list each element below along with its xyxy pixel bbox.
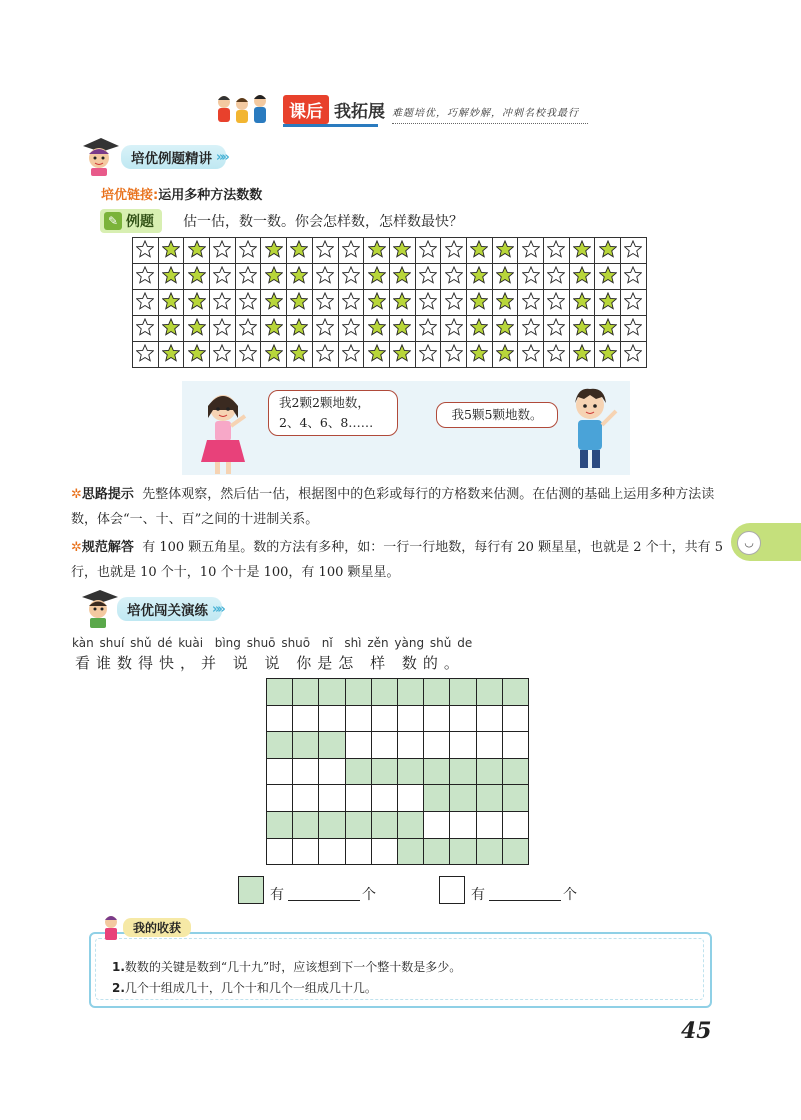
filled-star-icon bbox=[261, 264, 287, 290]
filled-star-icon bbox=[389, 264, 415, 290]
white-square bbox=[267, 705, 293, 732]
hint-paragraph bbox=[71, 482, 735, 532]
filled-star-icon bbox=[466, 264, 492, 290]
filled-star-icon bbox=[287, 264, 313, 290]
green-square bbox=[345, 679, 371, 706]
hint-text: 先整体观察，然后估一估，根据图中的色彩或每行的方格数来估测。在估测的基础上运用多种方法读数，体会“一、十、百”之间的十进制关系。 bbox=[71, 487, 715, 527]
filled-star-icon bbox=[595, 238, 621, 264]
filled-star-icon bbox=[569, 264, 595, 290]
white-swatch bbox=[439, 876, 465, 904]
filled-star-icon bbox=[158, 238, 184, 264]
filled-star-icon bbox=[364, 264, 390, 290]
green-swatch bbox=[238, 876, 264, 904]
white-square bbox=[424, 732, 450, 759]
green-square bbox=[371, 758, 397, 785]
pencil-icon: ✎ bbox=[104, 212, 122, 230]
filled-star-icon bbox=[492, 238, 518, 264]
grid-row bbox=[267, 705, 529, 732]
harvest-item-num: 1. bbox=[112, 960, 125, 974]
white-square bbox=[319, 838, 345, 865]
white-square bbox=[293, 785, 319, 812]
empty-star-icon bbox=[210, 264, 236, 290]
white-square bbox=[345, 732, 371, 759]
link-label: 培优链接 bbox=[101, 188, 154, 203]
empty-star-icon bbox=[133, 342, 159, 368]
filled-star-icon bbox=[261, 290, 287, 316]
white-square bbox=[371, 838, 397, 865]
empty-star-icon bbox=[441, 342, 467, 368]
green-square bbox=[371, 679, 397, 706]
example-question: 估一估，数一数。你会怎样数，怎样数最快？ bbox=[183, 214, 463, 230]
filled-star-icon bbox=[184, 238, 210, 264]
empty-star-icon bbox=[415, 342, 441, 368]
harvest-item-text: 数数的关键是数到“几十九”时，应该想到下一个整十数是多少。 bbox=[124, 960, 462, 974]
white-square bbox=[424, 705, 450, 732]
empty-star-icon bbox=[544, 290, 570, 316]
boy-speech-bubble: 我5颗5颗地数。 bbox=[436, 402, 558, 428]
white-square bbox=[267, 838, 293, 865]
white-square bbox=[397, 785, 423, 812]
empty-star-icon bbox=[210, 342, 236, 368]
link-text: 运用多种方法数数 bbox=[158, 188, 263, 203]
green-square bbox=[502, 838, 528, 865]
green-square bbox=[397, 679, 423, 706]
empty-star-icon bbox=[441, 238, 467, 264]
filled-star-icon bbox=[595, 342, 621, 368]
filled-star-icon bbox=[261, 316, 287, 342]
harvest-item bbox=[112, 958, 461, 975]
girl-illustration bbox=[193, 388, 253, 476]
answer-paragraph bbox=[71, 535, 735, 585]
empty-star-icon bbox=[210, 290, 236, 316]
white-square bbox=[502, 811, 528, 838]
filled-star-icon bbox=[492, 264, 518, 290]
banner-tag: 课后 bbox=[283, 95, 329, 124]
grid-row bbox=[267, 838, 529, 865]
filled-star-icon bbox=[389, 316, 415, 342]
star-row bbox=[133, 290, 647, 316]
white-square bbox=[267, 758, 293, 785]
empty-star-icon bbox=[235, 238, 261, 264]
empty-star-icon bbox=[544, 264, 570, 290]
harvest-item bbox=[112, 979, 377, 996]
smiley-icon: ◡ bbox=[737, 531, 761, 555]
filled-star-icon bbox=[158, 264, 184, 290]
green-square bbox=[345, 758, 371, 785]
empty-star-icon bbox=[338, 264, 364, 290]
filled-star-icon bbox=[389, 342, 415, 368]
legend-green bbox=[238, 876, 376, 904]
green-square bbox=[397, 758, 423, 785]
filled-star-icon bbox=[466, 342, 492, 368]
filled-star-icon bbox=[364, 342, 390, 368]
white-square bbox=[476, 811, 502, 838]
green-square bbox=[450, 758, 476, 785]
filled-star-icon bbox=[364, 290, 390, 316]
empty-star-icon bbox=[235, 316, 261, 342]
filled-star-icon bbox=[261, 238, 287, 264]
green-square bbox=[476, 679, 502, 706]
empty-star-icon bbox=[210, 316, 236, 342]
harvest-title: 我的收获 bbox=[123, 918, 191, 937]
empty-star-icon bbox=[338, 238, 364, 264]
star-row bbox=[133, 342, 647, 368]
empty-star-icon bbox=[312, 290, 338, 316]
filled-star-icon bbox=[158, 290, 184, 316]
empty-star-icon bbox=[621, 316, 647, 342]
graduate-icon bbox=[76, 588, 122, 628]
section-title: 培优闯关演练 bbox=[117, 597, 222, 621]
green-square bbox=[476, 785, 502, 812]
green-square bbox=[450, 679, 476, 706]
empty-star-icon bbox=[312, 316, 338, 342]
empty-star-icon bbox=[312, 238, 338, 264]
legend-white-post: 个 bbox=[563, 887, 577, 903]
empty-star-icon bbox=[133, 238, 159, 264]
green-square bbox=[502, 785, 528, 812]
banner-slogan: 难题培优，巧解妙解，冲刺名校我最行 bbox=[392, 104, 588, 124]
empty-star-icon bbox=[441, 290, 467, 316]
white-square bbox=[397, 732, 423, 759]
grid-row bbox=[267, 758, 529, 785]
white-square bbox=[502, 705, 528, 732]
white-square bbox=[319, 758, 345, 785]
filled-star-icon bbox=[287, 316, 313, 342]
green-square bbox=[267, 732, 293, 759]
exercise-pinyin: kàn shuí shǔ dé kuài bìng shuō shuō nǐ shì zěn yàng shǔ de bbox=[72, 636, 473, 650]
filled-star-icon bbox=[158, 316, 184, 342]
filled-star-icon bbox=[364, 238, 390, 264]
banner-title-text: 我拓展 bbox=[334, 101, 385, 122]
legend-white bbox=[439, 876, 577, 904]
banner-underline bbox=[283, 124, 378, 127]
green-square bbox=[293, 811, 319, 838]
grid-row bbox=[267, 732, 529, 759]
green-square bbox=[293, 732, 319, 759]
filled-star-icon bbox=[569, 316, 595, 342]
green-square bbox=[267, 679, 293, 706]
filled-star-icon bbox=[492, 316, 518, 342]
white-square bbox=[450, 705, 476, 732]
filled-star-icon bbox=[595, 316, 621, 342]
filled-star-icon bbox=[569, 290, 595, 316]
empty-star-icon bbox=[621, 238, 647, 264]
empty-star-icon bbox=[133, 316, 159, 342]
filled-star-icon bbox=[261, 342, 287, 368]
green-square bbox=[424, 838, 450, 865]
filled-star-icon bbox=[389, 238, 415, 264]
green-square bbox=[450, 785, 476, 812]
exercise-text: 看谁数得快，并 说 说 你是怎 样 数的。 bbox=[75, 654, 465, 672]
filled-star-icon bbox=[595, 290, 621, 316]
empty-star-icon bbox=[518, 342, 544, 368]
answer-blank-white[interactable] bbox=[489, 888, 561, 901]
square-grid bbox=[266, 678, 529, 865]
empty-star-icon bbox=[235, 264, 261, 290]
girl-speech-line1: 我2颗2颗地数， bbox=[279, 395, 370, 410]
filled-star-icon bbox=[389, 290, 415, 316]
white-square bbox=[345, 838, 371, 865]
empty-star-icon bbox=[133, 264, 159, 290]
section-title: 培优例题精讲 bbox=[121, 145, 226, 169]
example-label: 例题 bbox=[126, 214, 154, 230]
filled-star-icon bbox=[184, 342, 210, 368]
grid-row bbox=[267, 785, 529, 812]
empty-star-icon bbox=[518, 290, 544, 316]
filled-star-icon bbox=[364, 316, 390, 342]
empty-star-icon bbox=[235, 342, 261, 368]
green-square bbox=[371, 811, 397, 838]
page-number: 45 bbox=[681, 1018, 712, 1044]
green-square bbox=[476, 758, 502, 785]
section-header-example bbox=[121, 145, 227, 169]
green-square bbox=[319, 732, 345, 759]
legend-green-post: 个 bbox=[362, 887, 376, 903]
star-row bbox=[133, 316, 647, 342]
empty-star-icon bbox=[235, 290, 261, 316]
filled-star-icon bbox=[184, 264, 210, 290]
white-square bbox=[319, 785, 345, 812]
filled-star-icon bbox=[466, 316, 492, 342]
white-square bbox=[476, 732, 502, 759]
girl-speech-bubble bbox=[268, 390, 398, 436]
teacher-icon bbox=[75, 136, 125, 176]
green-square bbox=[345, 811, 371, 838]
empty-star-icon bbox=[415, 264, 441, 290]
filled-star-icon bbox=[466, 238, 492, 264]
legend-green-pre: 有 bbox=[270, 887, 284, 903]
empty-star-icon bbox=[210, 238, 236, 264]
flower-icon: ✲ bbox=[71, 487, 82, 502]
green-square bbox=[319, 811, 345, 838]
empty-star-icon bbox=[621, 290, 647, 316]
filled-star-icon bbox=[287, 238, 313, 264]
green-square bbox=[502, 679, 528, 706]
filled-star-icon bbox=[492, 342, 518, 368]
white-square bbox=[502, 732, 528, 759]
white-square bbox=[293, 758, 319, 785]
filled-star-icon bbox=[184, 290, 210, 316]
grid-row bbox=[267, 811, 529, 838]
empty-star-icon bbox=[621, 264, 647, 290]
green-square bbox=[397, 811, 423, 838]
kids-illustration bbox=[212, 92, 274, 126]
green-square bbox=[424, 785, 450, 812]
filled-star-icon bbox=[569, 238, 595, 264]
white-square bbox=[424, 811, 450, 838]
empty-star-icon bbox=[133, 290, 159, 316]
filled-star-icon bbox=[184, 316, 210, 342]
example-badge bbox=[100, 209, 162, 233]
empty-star-icon bbox=[441, 316, 467, 342]
empty-star-icon bbox=[415, 316, 441, 342]
white-square bbox=[371, 785, 397, 812]
empty-star-icon bbox=[415, 238, 441, 264]
empty-star-icon bbox=[312, 264, 338, 290]
filled-star-icon bbox=[466, 290, 492, 316]
white-square bbox=[450, 732, 476, 759]
double-chevron-icon: »» bbox=[216, 149, 227, 165]
filled-star-icon bbox=[287, 290, 313, 316]
filled-star-icon bbox=[158, 342, 184, 368]
double-chevron-icon: »» bbox=[212, 601, 223, 617]
filled-star-icon bbox=[595, 264, 621, 290]
white-square bbox=[293, 838, 319, 865]
green-square bbox=[267, 811, 293, 838]
boy-illustration bbox=[560, 383, 624, 471]
link-line bbox=[101, 184, 262, 203]
green-square bbox=[397, 838, 423, 865]
white-square bbox=[293, 705, 319, 732]
green-square bbox=[319, 679, 345, 706]
green-square bbox=[293, 679, 319, 706]
section-header-practice bbox=[117, 597, 223, 621]
white-square bbox=[319, 705, 345, 732]
star-grid bbox=[132, 237, 647, 368]
empty-star-icon bbox=[338, 290, 364, 316]
white-square bbox=[450, 811, 476, 838]
empty-star-icon bbox=[338, 342, 364, 368]
harvest-item-text: 几个十组成几十，几个十和几个一组成几十几。 bbox=[124, 981, 377, 995]
empty-star-icon bbox=[415, 290, 441, 316]
filled-star-icon bbox=[569, 342, 595, 368]
link-separator: : bbox=[153, 188, 159, 203]
green-square bbox=[450, 838, 476, 865]
answer-blank-green[interactable] bbox=[288, 888, 360, 901]
empty-star-icon bbox=[518, 316, 544, 342]
star-row bbox=[133, 264, 647, 290]
empty-star-icon bbox=[544, 316, 570, 342]
green-square bbox=[424, 758, 450, 785]
empty-star-icon bbox=[518, 264, 544, 290]
empty-star-icon bbox=[338, 316, 364, 342]
filled-star-icon bbox=[287, 342, 313, 368]
green-square bbox=[502, 758, 528, 785]
harvest-item-num: 2. bbox=[112, 981, 125, 995]
empty-star-icon bbox=[544, 238, 570, 264]
empty-star-icon bbox=[621, 342, 647, 368]
empty-star-icon bbox=[312, 342, 338, 368]
empty-star-icon bbox=[544, 342, 570, 368]
green-square bbox=[424, 679, 450, 706]
empty-star-icon bbox=[518, 238, 544, 264]
white-square bbox=[345, 705, 371, 732]
grid-row bbox=[267, 679, 529, 706]
answer-text: 有 100 颗五角星。数的方法有多种，如：一行一行地数，每行有 20 颗星星，也就是 2 个十，共有 5 行，也就是 10 个十，10 个十是 100，有 100 颗星星。 bbox=[71, 540, 724, 580]
green-square bbox=[476, 838, 502, 865]
harvest-header bbox=[97, 912, 191, 942]
star-row bbox=[133, 238, 647, 264]
white-square bbox=[397, 705, 423, 732]
white-square bbox=[345, 785, 371, 812]
girl-speech-line2: 2、4、6、8…… bbox=[279, 415, 374, 430]
answer-label: 规范解答 bbox=[81, 540, 134, 555]
white-square bbox=[371, 705, 397, 732]
flower-icon: ✲ bbox=[71, 540, 82, 555]
banner-title bbox=[283, 96, 385, 122]
hint-label: 思路提示 bbox=[81, 487, 134, 502]
empty-star-icon bbox=[441, 264, 467, 290]
white-square bbox=[371, 732, 397, 759]
filled-star-icon bbox=[492, 290, 518, 316]
white-square bbox=[267, 785, 293, 812]
white-square bbox=[476, 705, 502, 732]
legend-white-pre: 有 bbox=[471, 887, 485, 903]
